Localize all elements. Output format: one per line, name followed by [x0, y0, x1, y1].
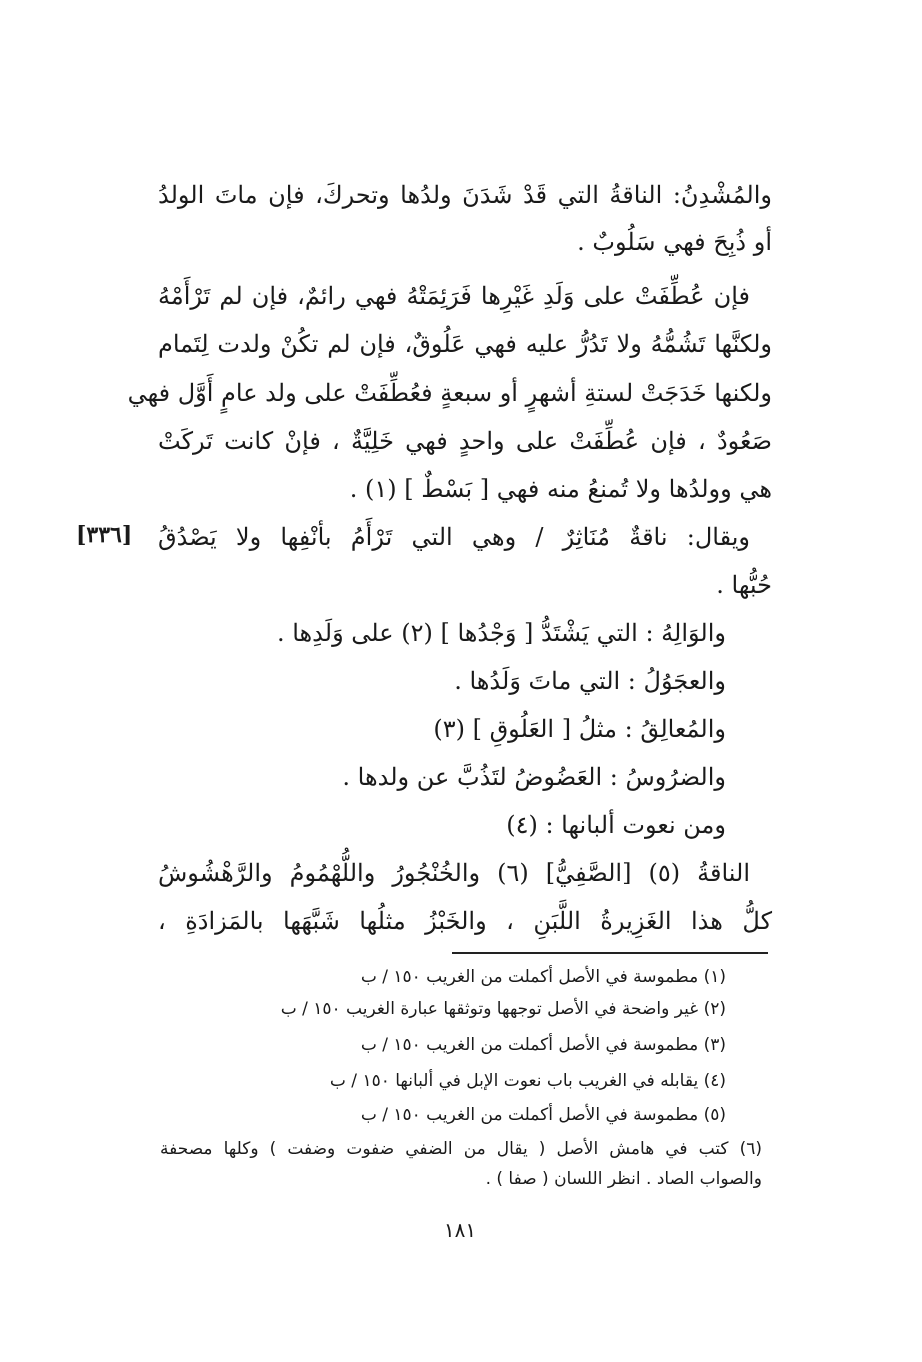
body-line-13: والضرُوسُ : العَضُوضُ لتَذُبَّ عن ولدها . [342, 763, 726, 791]
body-line-8: ويقال: ناقةٌ مُنَاثِرٌ / وهي التي تَرْأَمُ بأنْفِها ولا يَصْدُقُ [158, 523, 750, 551]
body-line-14: ومن نعوت ألبانها : (٤) [506, 811, 726, 839]
body-line-7: هي وولدُها ولا تُمنعُ منه فهي [ بَسْطٌ ] (١) . [349, 475, 772, 503]
body-line-1: والمُشْدِنُ: الناقةُ التي قَدْ شَدَنَ ولدُها وتحركَ، فإن ماتَ الولدُ [158, 181, 772, 209]
body-line-5: ولكنها خَدَجَتْ لستةِ أشهرٍ أو سبعةٍ فعُطِّفَتْ على ولد عامٍ أَوَّل فهي [127, 379, 772, 407]
body-line-12: والمُعالِقُ : مثلُ [ العَلُوقِ ] (٣) [433, 715, 726, 743]
body-line-4: ولكنَّها تَشُمُّهُ ولا تَدُرُّ عليه فهي عَلُوقٌ، فإن لم تكُنْ ولدت لِتَمام [158, 330, 772, 358]
footnote-separator [452, 952, 768, 954]
page-number: ١٨١ [443, 1218, 477, 1242]
footnote-1: (١) مطموسة في الأصل أكملت من الغريب ١٥٠ / ب [360, 967, 726, 987]
margin-folio-note: [٣٣٦] [76, 522, 133, 548]
body-line-6: صَعُودٌ ، فإن عُطِّفَتْ على واحدٍ فهي خَلِيَّةٌ ، فإنْ كانت تَركَتْ [158, 427, 772, 455]
footnote-6-continuation: والصواب الصاد . انظر اللسان ( صفا ) . [485, 1169, 762, 1189]
body-line-15: الناقةُ (٥) [الصَّفِيُّ] (٦) والخُنْجُورُ واللُّهْمُومُ والرَّهْشُوشُ [158, 859, 750, 887]
footnote-6: (٦) كتب في هامش الأصل ( يقال من الضفي ضفوت وضفت ) وكلها مصحفة [160, 1139, 762, 1159]
footnote-3: (٣) مطموسة في الأصل أكملت من الغريب ١٥٠ / ب [360, 1035, 726, 1055]
body-line-9: حُبُّها . [716, 571, 772, 599]
footnote-4: (٤) يقابله في الغريب باب نعوت الإبل في ألبانها ١٥٠ / ب [329, 1071, 726, 1091]
body-line-10: والوَالِهُ : التي يَشْتَدُّ [ وَجْدُها ] (٢) على وَلَدِها . [276, 619, 726, 647]
footnote-5: (٥) مطموسة في الأصل أكملت من الغريب ١٥٠ / ب [360, 1105, 726, 1125]
body-line-2: أو ذُبِحَ فهي سَلُوبٌ . [577, 228, 772, 256]
footnote-2: (٢) غير واضحة في الأصل توجهها وتوثقها عبارة الغريب ١٥٠ / ب [280, 999, 726, 1019]
body-line-11: والعجَوُلُ : التي ماتَ وَلَدُها . [454, 667, 726, 695]
body-line-3: فإن عُطِّفَتْ على وَلَدِ غَيْرِها فَرَئِمَتْهُ فهي رائمٌ، فإن لم تَرْأَمْهُ [158, 282, 750, 310]
body-line-16: كلُّ هذا الغَزِيرةُ اللَّبَنِ ، والخَبْزُ مثلُها شَبَّهَها بالمَزادَةِ ، [158, 907, 773, 935]
